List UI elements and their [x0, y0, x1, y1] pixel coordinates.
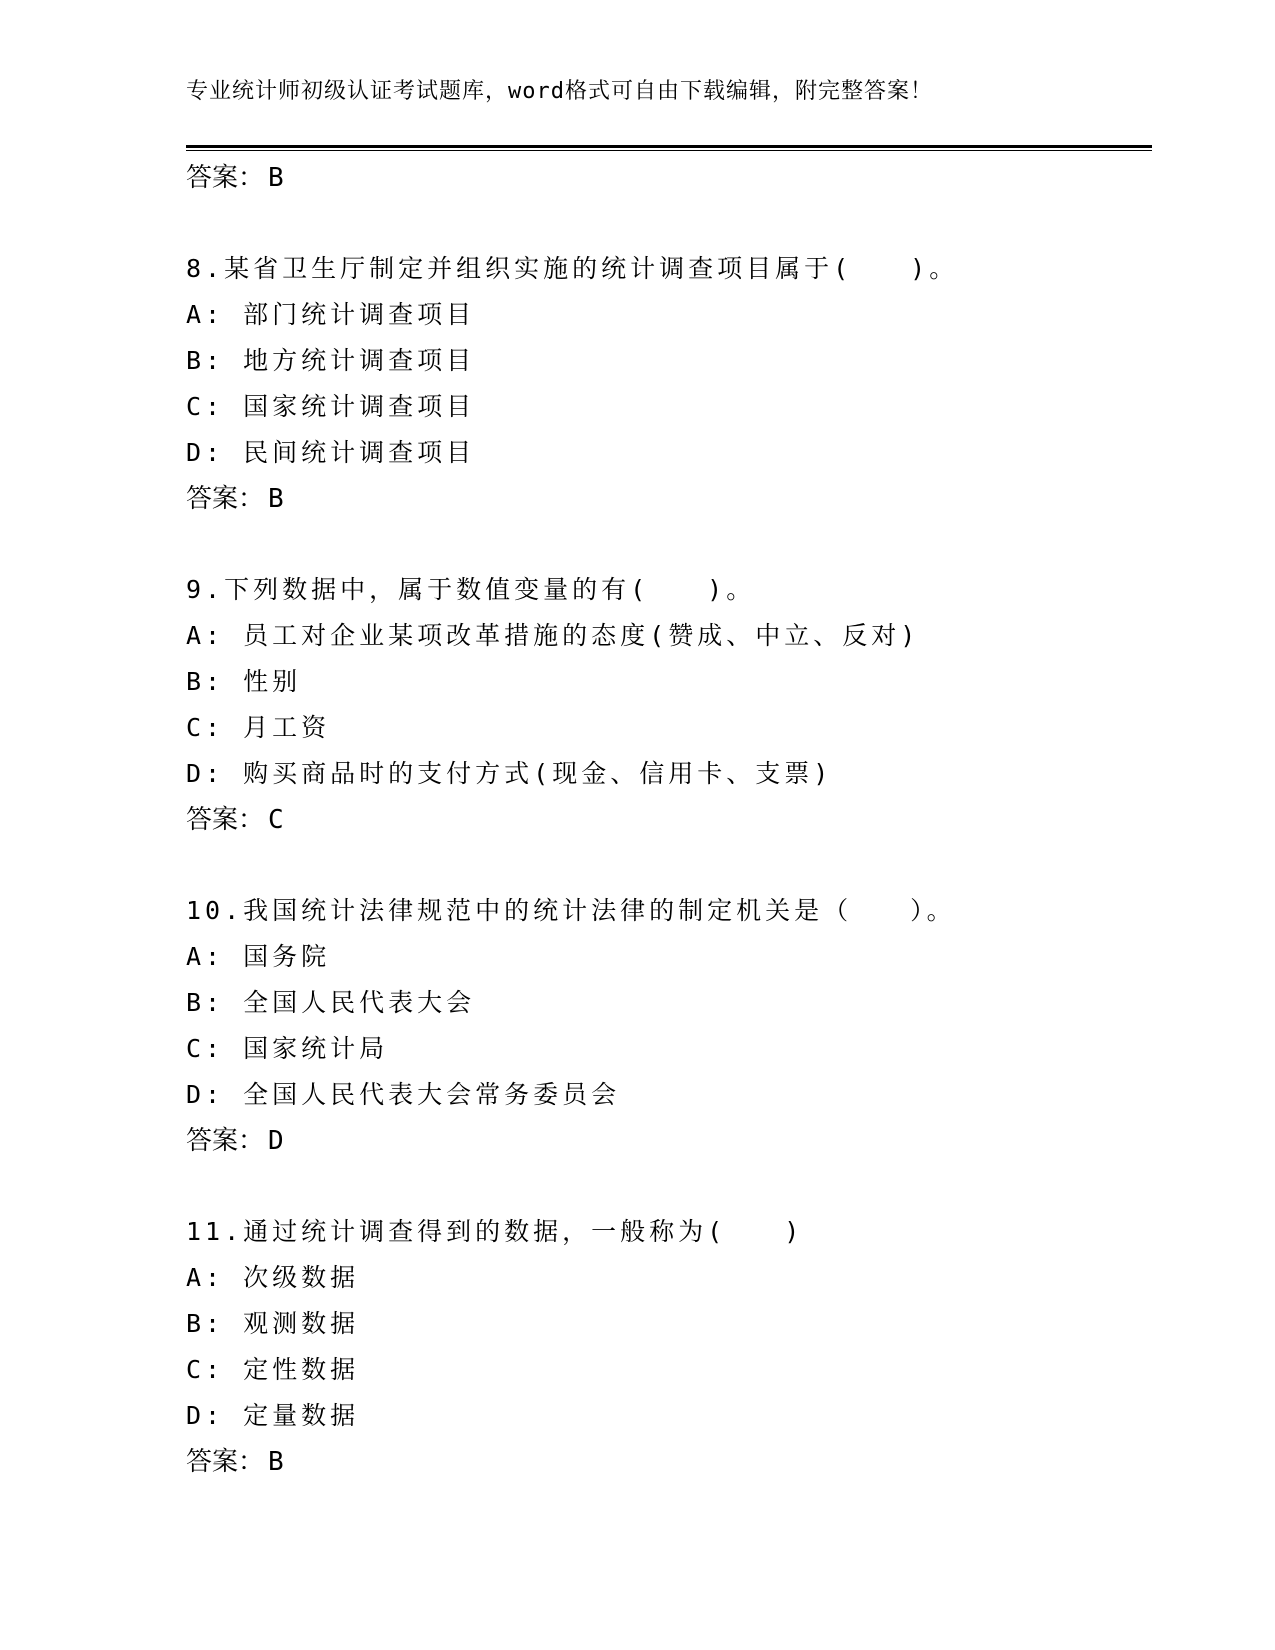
option-d: D: 购买商品时的支付方式(现金、信用卡、支票)	[186, 759, 833, 788]
answer-label: 答案：	[186, 1447, 265, 1477]
question-stem: 9.下列数据中，属于数值变量的有( )。	[186, 575, 756, 604]
question-8	[186, 246, 1152, 522]
option-c: C: 月工资	[186, 713, 331, 742]
answer-label: 答案：	[186, 805, 265, 835]
option-d: D: 全国人民代表大会常务委员会	[186, 1080, 621, 1109]
answer-line	[186, 797, 1152, 843]
answer-line	[186, 155, 1152, 201]
answer-label: 答案：	[186, 163, 265, 193]
option-d: D: 民间统计调查项目	[186, 438, 476, 467]
answer-line	[186, 1439, 1152, 1485]
header-rule-thick	[186, 145, 1152, 148]
header-rule-thin	[186, 150, 1152, 151]
option-a: A: 次级数据	[186, 1263, 360, 1292]
option-c: C: 国家统计局	[186, 1034, 389, 1063]
option-d: D: 定量数据	[186, 1401, 360, 1430]
answer-value: D	[268, 1126, 284, 1156]
answer-line	[186, 1118, 1152, 1164]
question-9	[186, 567, 1152, 843]
question-11	[186, 1209, 1152, 1485]
answer-value: C	[268, 805, 284, 835]
answer-line	[186, 476, 1152, 522]
answer-value: B	[268, 1447, 284, 1477]
option-a: A: 部门统计调查项目	[186, 300, 476, 329]
answer-value: B	[268, 484, 284, 514]
option-a: A: 员工对企业某项改革措施的态度(赞成、中立、反对)	[186, 621, 920, 650]
question-list	[186, 155, 1152, 1485]
question-stem: 8.某省卫生厅制定并组织实施的统计调查项目属于( )。	[186, 254, 959, 283]
page-header: 专业统计师初级认证考试题库，word格式可自由下载编辑，附完整答案！	[186, 79, 933, 104]
option-c: C: 国家统计调查项目	[186, 392, 476, 421]
answer-value: B	[268, 163, 284, 193]
option-b: B: 观测数据	[186, 1309, 360, 1338]
answer-label: 答案：	[186, 484, 265, 514]
question-10	[186, 888, 1152, 1164]
option-b: B: 全国人民代表大会	[186, 988, 476, 1017]
question-stem: 11.通过统计调查得到的数据，一般称为( )	[186, 1217, 804, 1246]
option-a: A: 国务院	[186, 942, 331, 971]
option-b: B: 地方统计调查项目	[186, 346, 476, 375]
question-stem: 10.我国统计法律规范中的统计法律的制定机关是（ ）。	[186, 896, 956, 925]
option-c: C: 定性数据	[186, 1355, 360, 1384]
option-b: B: 性别	[186, 667, 302, 696]
answer-label: 答案：	[186, 1126, 265, 1156]
